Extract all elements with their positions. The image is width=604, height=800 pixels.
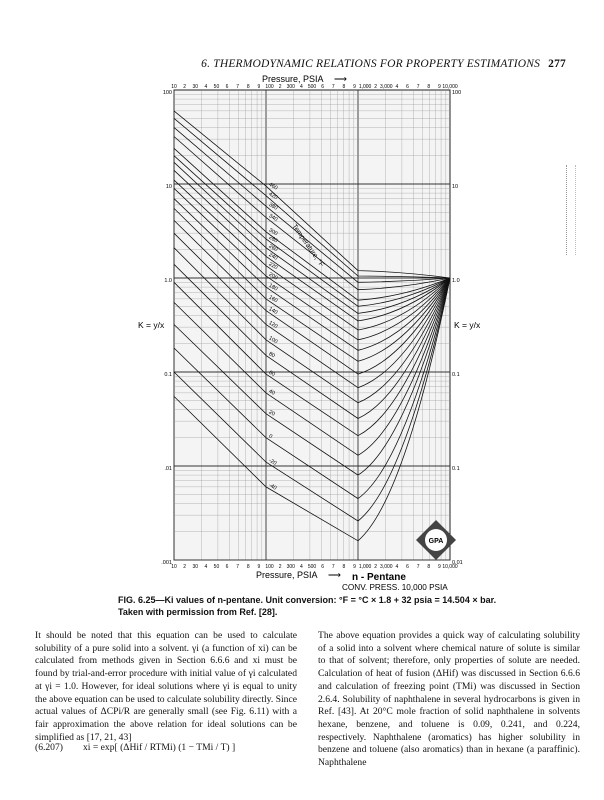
y-decade-label: 100	[162, 90, 172, 96]
curve-label-280: 280	[267, 234, 279, 245]
bottom-tick-label: 4	[204, 564, 208, 570]
top-tick-label: 4	[204, 84, 208, 90]
left-column	[35, 630, 297, 744]
equation-body: xi = exp[ (ΔHif / RTMi) (1 − TMi / T) ]	[83, 742, 236, 753]
bottom-tick-label: 500	[307, 564, 317, 570]
curve-label-100: 100	[267, 335, 279, 346]
top-axis-arrow: ⟶	[334, 74, 347, 84]
top-tick-label: 50	[213, 84, 220, 90]
curve-label-220: 220	[267, 261, 279, 272]
curve-label-200: 200	[267, 271, 279, 282]
right-decade-label: 100	[452, 90, 462, 96]
bottom-tick-label: 10,000	[442, 564, 458, 570]
left-paragraph: It should be noted that this equation can be used to calculate solubility of a pure solid into a solvent. γi (a function of xi) can be calculated from methods given in Section 6.6.6 and xi must be found by trial-and-error procedure with initial value of γi calculated at γi = 1.0. However, for ideal solutions where γi is equal to unity the above equation can be used to calculate solubility directly. Since actual values of ΔCPi/R are generally small (see Fig. 6.11) with a fair approximation the above relation for ideal solutions can be simplified as [17, 21, 43]	[35, 630, 297, 743]
page-number: 277	[548, 58, 566, 70]
y-decade-label: 0.1	[164, 372, 172, 378]
bottom-tick-label: 3,000	[380, 564, 393, 570]
curve-label-380: 380	[267, 201, 279, 212]
curve-label--40: -40	[267, 482, 278, 492]
conv-press-label: CONV. PRESS. 10,000 PSIA	[342, 583, 448, 592]
bottom-tick-label: 300	[286, 564, 295, 570]
bottom-tick-label: 7	[416, 564, 420, 570]
top-tick-label: 4	[299, 84, 303, 90]
top-tick-label: 7	[236, 84, 240, 90]
bottom-tick-label: 4	[395, 564, 399, 570]
curve-label-40: 40	[267, 388, 276, 397]
curve-label-0: 0	[267, 433, 274, 441]
y-decade-label: .01	[164, 466, 172, 472]
curve-label-80: 80	[267, 351, 276, 360]
bottom-axis-title: Pressure, PSIA	[256, 570, 318, 580]
curve-label-60: 60	[267, 369, 276, 379]
bottom-axis-arrow: ⟶	[328, 570, 341, 580]
bottom-tick-label: 10	[171, 564, 177, 570]
y-decade-label: .001	[161, 560, 172, 566]
bottom-tick-label: 1,000	[358, 564, 372, 570]
top-axis-title: Pressure, PSIA	[262, 74, 324, 84]
bottom-tick-label: 8	[427, 564, 431, 570]
top-tick-label: 7	[416, 84, 420, 90]
top-tick-label: 6	[406, 84, 409, 90]
top-tick-label: 2	[183, 84, 187, 90]
bottom-tick-label: 4	[299, 564, 303, 570]
right-decade-label: 0.1	[452, 372, 460, 378]
curve-label-120: 120	[267, 320, 279, 330]
y-axis-label-right: K = y/x	[454, 320, 481, 330]
curve-label-460: 460	[267, 181, 279, 192]
curve-label-160: 160	[267, 294, 279, 305]
curve-label-140: 140	[267, 306, 279, 317]
bottom-tick-label: 6	[321, 564, 325, 570]
bottom-tick-label: 8	[246, 564, 250, 570]
bottom-tick-label: 7	[331, 564, 335, 570]
curve-label-300: 300	[267, 227, 279, 238]
top-tick-label: 3,000	[380, 84, 393, 90]
bottom-tick-label: 50	[213, 564, 220, 570]
right-decade-label: 10	[452, 184, 459, 190]
equation-number: (6.207)	[35, 742, 63, 753]
right-column	[318, 630, 580, 770]
bottom-tick-label: 8	[342, 564, 346, 570]
curve-label-340: 340	[267, 213, 279, 223]
top-tick-label: 8	[342, 84, 346, 90]
top-tick-label: 2	[278, 84, 282, 90]
gpa-logo-text: GPA	[428, 538, 444, 545]
running-title: 6. THERMODYNAMIC RELATIONS FOR PROPERTY ESTIMATIONS	[201, 58, 541, 70]
bottom-tick-label: 2	[183, 564, 187, 570]
top-tick-label: 2	[374, 84, 378, 90]
top-tick-label: 500	[307, 84, 317, 90]
top-tick-label: 8	[427, 84, 431, 90]
bottom-tick-label: 7	[236, 564, 240, 570]
bottom-tick-label: 6	[406, 564, 409, 570]
bottom-tick-label: 9	[437, 564, 441, 570]
top-tick-label: 8	[246, 84, 250, 90]
y-decade-label: 1.0	[164, 278, 172, 284]
equation-6-207	[35, 733, 297, 767]
curve-label-240: 240	[267, 252, 279, 262]
plot-background	[174, 90, 450, 560]
top-tick-label: 300	[286, 84, 295, 90]
top-tick-label: 9	[437, 84, 441, 90]
curve-label-420: 420	[267, 191, 279, 202]
curve-label-260: 260	[267, 243, 279, 254]
top-tick-label: 9	[257, 84, 261, 90]
top-tick-label: 6	[225, 84, 229, 90]
bottom-tick-label: 9	[257, 564, 261, 570]
right-paragraph: The above equation provides a quick way of calculating solubility of a solid into a solvent where chemical nature of solute is similar to that of solvent; therefore, only properties of solute are needed. Calculation of heat of fusion (ΔHif) was discussed in Section 6.6.6 and calculation of freezing point (TMi) was discussed in Section 2.6.4. Solubility of naphthalene in several hydrocarbons is given in Ref. [43]. At 20°C mole fraction of solid naphthalene in solvents hexane, benzene, and toluene is 0.09, 0.241, and 0.224, respectively. Naphthalene (aromatics) has higher solubility in benzene and toluene (also aromatics) than in hexane (a paraffinic). Naphthalene	[318, 630, 580, 769]
top-tick-label: 4	[395, 84, 399, 90]
bottom-tick-label: 100	[265, 564, 274, 570]
bottom-tick-label: 30	[192, 564, 199, 570]
bottom-tick-label: 2	[278, 564, 282, 570]
component-label: n - Pentane	[352, 572, 406, 583]
top-tick-label: 10	[171, 84, 177, 90]
right-decade-label: 0.01	[452, 560, 463, 566]
bottom-tick-label: 9	[353, 564, 356, 570]
top-tick-label: 100	[265, 84, 274, 90]
y-decade-label: 10	[165, 184, 172, 190]
top-tick-label: 1,000	[358, 84, 372, 90]
curve-label--20: -20	[267, 457, 278, 467]
bottom-tick-label: 6	[225, 564, 229, 570]
curve-label-20: 20	[267, 409, 276, 418]
top-tick-label: 7	[331, 84, 335, 90]
top-tick-label: 30	[192, 84, 199, 90]
top-tick-label: 6	[321, 84, 325, 90]
margin-scan-artifact	[566, 165, 576, 255]
figure-caption: FIG. 6.25—Ki values of n-pentane. Unit conversion: °F = °C × 1.8 + 32 psia = 14.504 × bar. Taken with permission from Ref. [28].	[118, 595, 497, 617]
curve-family-label: Temperature, °F	[290, 223, 325, 269]
top-tick-label: 10,000	[442, 84, 458, 90]
curve-label-180: 180	[267, 282, 279, 293]
right-decade-label: 0.1	[452, 466, 460, 472]
top-tick-label: 9	[353, 84, 356, 90]
y-axis-label-left: K = y/x	[138, 320, 165, 330]
right-decade-label: 1.0	[452, 278, 460, 284]
bottom-tick-label: 2	[374, 564, 378, 570]
